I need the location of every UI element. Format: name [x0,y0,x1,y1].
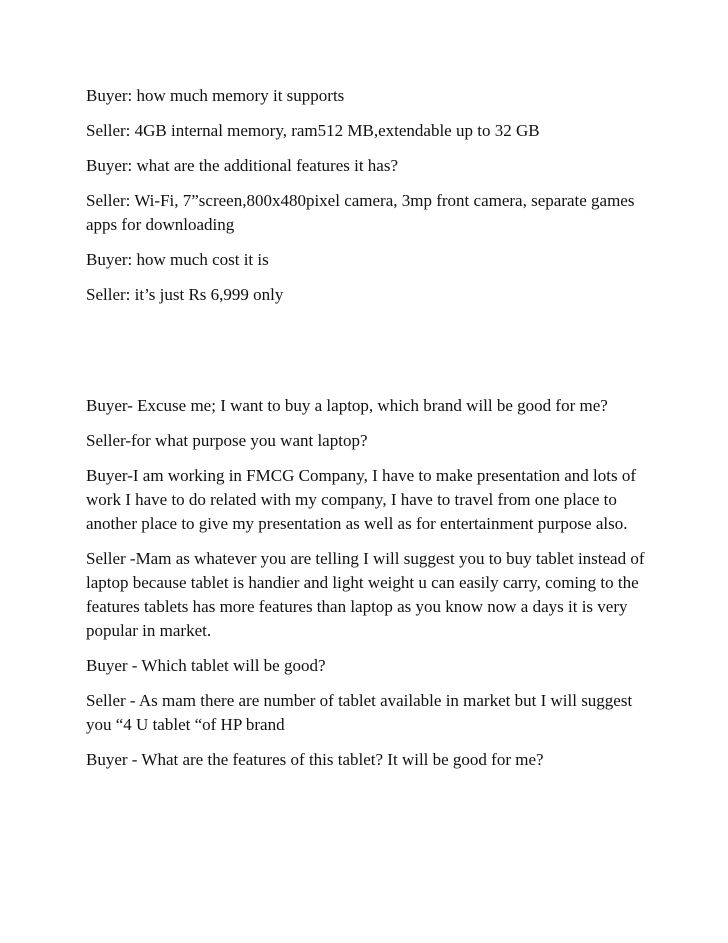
dialogue-line: Buyer - Which tablet will be good? [86,656,326,675]
section-spacer [86,318,652,394]
dialogue-line: Seller-for what purpose you want laptop? [86,431,368,450]
dialogue-line: Buyer: what are the additional features it has? [86,156,399,175]
dialogue-line: Buyer - What are the features of this tablet? It will be good for me? [86,750,544,769]
dialogue-line: Seller: 4GB internal memory, ram512 MB,extendable up to 32 GB [86,121,540,140]
dialogue-line: Seller -Mam as whatever you are telling I will suggest you to buy tablet instead of laptop because tablet is handier and light weight u can easily carry, coming to the features tablets has more features than laptop as you know now a days it is very popular in market. [86,549,645,640]
document-body [86,84,652,783]
dialogue-line: Buyer-I am working in FMCG Company, I have to make presentation and lots of work I have to do related with my company, I have to travel from one place to another place to give my presentation as well as for entertainment purpose also. [86,466,637,533]
dialogue-line: Buyer: how much memory it supports [86,86,345,105]
dialogue-line: Seller: Wi-Fi, 7”screen,800x480pixel camera, 3mp front camera, separate games apps for downloading [86,191,635,234]
dialogue-line: Seller - As mam there are number of tablet available in market but I will suggest you “4 U tablet “of HP brand [86,691,633,734]
dialogue-line: Buyer: how much cost it is [86,250,269,269]
dialogue-line: Seller: it’s just Rs 6,999 only [86,285,284,304]
dialogue-line: Buyer- Excuse me; I want to buy a laptop, which brand will be good for me? [86,396,608,415]
